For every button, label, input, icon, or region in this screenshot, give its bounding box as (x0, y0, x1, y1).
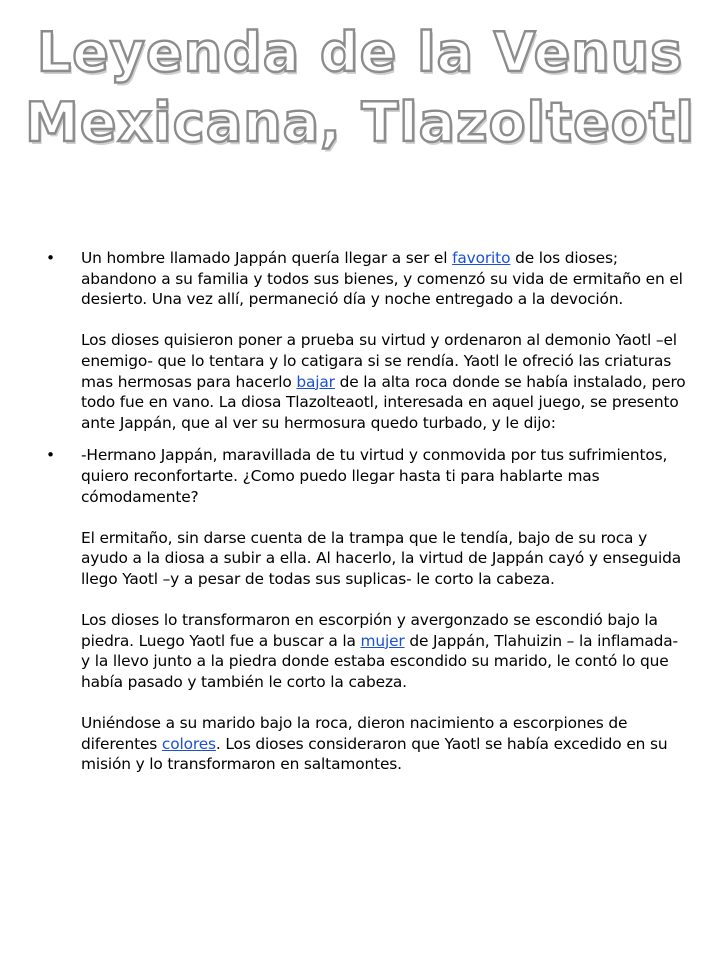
page-title (0, 18, 720, 158)
link-favorito[interactable]: favorito (452, 249, 511, 267)
paragraph-text: Los dioses lo transformaron en escorpión y avergonzado se escondió bajo la piedra. Luego Yaotl fue a buscar a la (81, 611, 658, 650)
paragraph-text: Uniéndose a su marido bajo la roca, dieron nacimiento a escorpiones de diferentes (81, 714, 628, 753)
paragraph: El ermitaño, sin darse cuenta de la trampa que le tendía, bajo de su roca y ayudo a la diosa a subir a ella. Al hacerlo, la virtud de Jappán cayó y enseguida llego Yaotl –y a pesar de todas sus suplicas- le corto la cabeza. (81, 528, 681, 588)
paragraph-text: Un hombre llamado Jappán quería llegar a ser el (81, 249, 453, 267)
bullet-marker: • (46, 249, 55, 267)
link-colores[interactable]: colores (161, 734, 216, 753)
title-line-2: Mexicana, Tlazolteotl (24, 91, 696, 154)
paragraph (81, 610, 686, 692)
link-mujer[interactable]: mujer (360, 631, 405, 650)
title-line-1: Leyenda de la Venus (36, 21, 684, 84)
paragraph (81, 713, 686, 775)
paragraph (81, 330, 686, 433)
paragraph-text: Los dioses quisieron poner a prueba su virtud y ordenaron al demonio Yaotl –el enemigo- que lo tentara y lo catigara si se rendía. Yaotl le ofreció las criaturas mas hermosas para hacerlo (81, 331, 677, 391)
list-item (46, 445, 686, 775)
list-item (46, 248, 686, 433)
story-content (46, 248, 686, 787)
paragraph-text: . Los dioses consideraron que Yaotl se había excedido en su misión y lo transformaron en saltamontes. (81, 734, 668, 774)
paragraph-text: de la alta roca donde se había instalado, pero todo fue en vano. La diosa Tlazolteaotl, interesada en aquel juego, se presento ante Jappán, que al ver su hermosura quedo turbado, y le dijo: (81, 372, 686, 432)
paragraph-text: de los dioses; abandono a su familia y todos sus bienes, y comenzó su vida de ermitaño en el desierto. Una vez allí, permaneció día y noche entregado a la devoción. (81, 249, 683, 309)
paragraph-text: de Jappán, Tlahuizin – la inflamada- y la llevo junto a la piedra donde estaba escondido su marido, le contó lo que había pasado y también le corto la cabeza. (81, 631, 678, 691)
bullet-marker: • (46, 446, 55, 465)
link-bajar[interactable]: bajar (296, 372, 335, 391)
paragraph (81, 248, 686, 310)
paragraph: -Hermano Jappán, maravillada de tu virtud y conmovida por tus sufrimientos, quiero reconfortarte. ¿Como puedo llegar hasta ti para hablarte mas cómodamente? (81, 446, 668, 506)
